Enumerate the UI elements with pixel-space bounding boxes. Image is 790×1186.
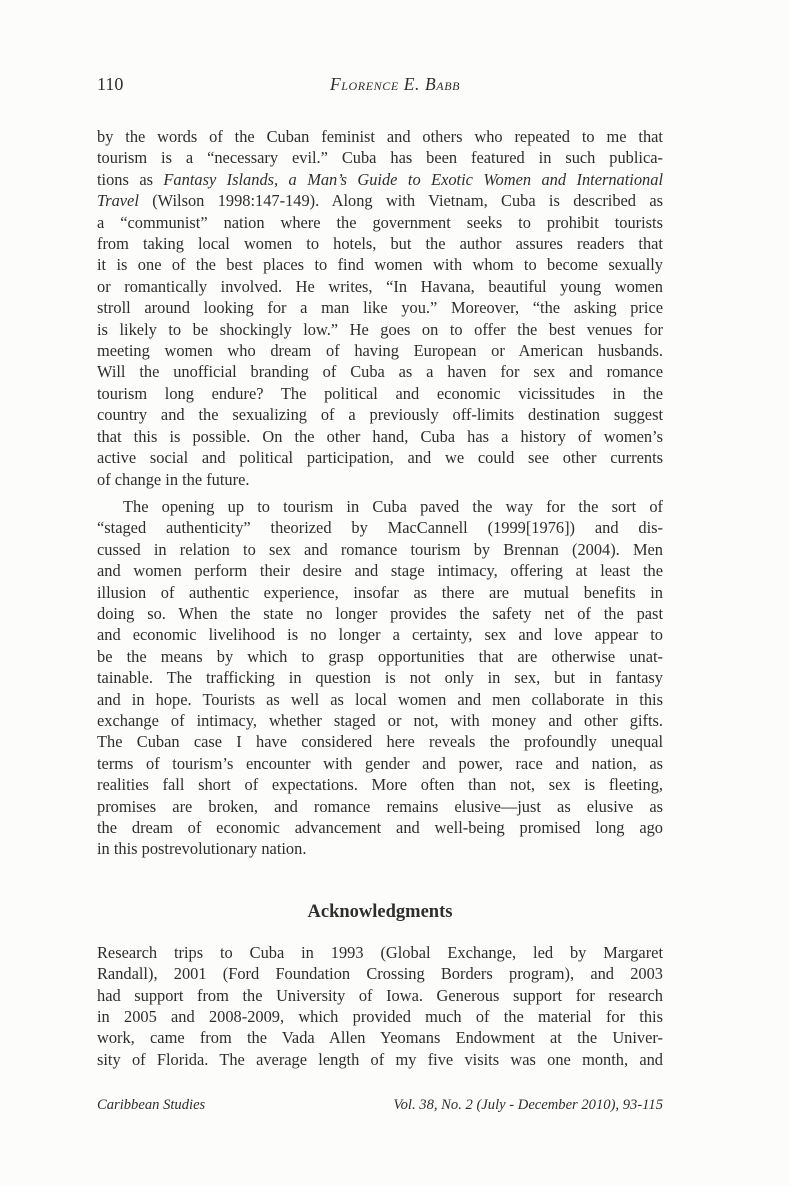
journal-title: Caribbean Studies	[97, 1097, 206, 1113]
text-line: active social and political participation, and we could see other currents	[97, 448, 663, 468]
page-header	[0, 74, 790, 98]
text-line: by the words of the Cuban feminist and others who repeated to me that	[97, 127, 663, 146]
running-head: Florence E. Babb	[329, 74, 461, 94]
text-line: tourism is a “necessary evil.” Cuba has been featured in such publica-	[97, 148, 663, 168]
page-body	[97, 126, 663, 1070]
text-line: and in hope. Tourists as well as local women and men collaborate in this	[97, 689, 663, 709]
text-line: Research trips to Cuba in 1993 (Global Exchange, led by Margaret	[97, 942, 663, 962]
text-line: realities fall short of expectations. More often than not, sex is fleeting,	[97, 775, 663, 795]
text-line: and economic livelihood is no longer a certainty, sex and love appear to	[97, 625, 663, 645]
text-line: and women perform their desire and stage intimacy, offering at least the	[97, 561, 663, 581]
text-line: exchange of intimacy, whether staged or not, with money and other gifts.	[97, 710, 663, 730]
page-footer	[97, 1096, 663, 1114]
text-line: from taking local women to hotels, but the author assures readers that	[97, 234, 663, 254]
text-line: doing so. When the state no longer provides the safety net of the past	[97, 603, 663, 623]
acknowledgments-text	[97, 942, 663, 1070]
text-line: meeting women who dream of having European or American husbands.	[97, 341, 663, 361]
text-line: in this postrevolutionary nation.	[97, 839, 307, 859]
text-line: it is one of the best places to find women with whom to become sexually	[97, 255, 663, 275]
text-line: The Cuban case I have considered here reveals the profoundly unequal	[97, 732, 663, 752]
page-number: 110	[97, 74, 124, 94]
text-line: stroll around looking for a man like you.” Moreover, “the asking price	[97, 298, 663, 318]
text-line: tainable. The trafficking in question is not only in sex, but in fantasy	[97, 668, 663, 688]
text-line: tourism long endure? The political and economic vicissitudes in the	[97, 383, 663, 403]
text-line: is likely to be shockingly low.” He goes on to offer the best venues for	[97, 319, 663, 339]
paragraph	[97, 126, 663, 490]
text-line: be the means by which to grasp opportunities that are otherwise unat-	[97, 646, 663, 666]
text-line: in 2005 and 2008-2009, which provided much of the material for this	[97, 1007, 663, 1027]
text-line: or romantically involved. He writes, “In Havana, beautiful young women	[97, 276, 663, 296]
text-line: that this is possible. On the other hand, Cuba has a history of women’s	[97, 426, 663, 446]
text-line: cussed in relation to sex and romance tourism by Brennan (2004). Men	[97, 539, 663, 559]
text-line: illusion of authentic experience, insofar as there are mutual benefits in	[97, 582, 663, 602]
text-line: tions as Fantasy Islands, a Man’s Guide to Exotic Women and International	[97, 169, 663, 189]
text-line: sity of Florida. The average length of my five visits was one month, and	[97, 1049, 663, 1069]
text-line: country and the sexualizing of a previously off-limits destination suggest	[97, 405, 663, 425]
text-line: terms of tourism’s encounter with gender and power, race and nation, as	[97, 753, 663, 773]
text-line: “staged authenticity” theorized by MacCannell (1999[1976]) and dis-	[97, 518, 663, 538]
paragraph	[97, 942, 663, 1070]
paragraph	[97, 496, 663, 860]
text-line: of change in the future.	[97, 469, 250, 489]
text-line: work, came from the Vada Allen Yeomans Endowment at the Univer-	[97, 1028, 663, 1048]
text-line: Randall), 2001 (Ford Foundation Crossing Borders program), and 2003	[97, 964, 663, 984]
text-line: the dream of economic advancement and well-being promised long ago	[97, 818, 663, 837]
issue-info: Vol. 38, No. 2 (July - December 2010), 93-115	[393, 1097, 663, 1113]
main-text	[97, 126, 663, 860]
text-line: Travel (Wilson 1998:147-149). Along with Vietnam, Cuba is described as	[97, 191, 663, 211]
text-line: Will the unofficial branding of Cuba as a haven for sex and romance	[97, 362, 663, 382]
acknowledgments-heading: Acknowledgments	[307, 901, 453, 922]
text-line: promises are broken, and romance remains elusive—just as elusive as	[97, 796, 663, 816]
text-line: The opening up to tourism in Cuba paved the way for the sort of	[123, 496, 663, 516]
text-line: a “communist” nation where the government seeks to prohibit tourists	[97, 212, 663, 232]
text-line: had support from the University of Iowa. Generous support for research	[97, 985, 663, 1005]
